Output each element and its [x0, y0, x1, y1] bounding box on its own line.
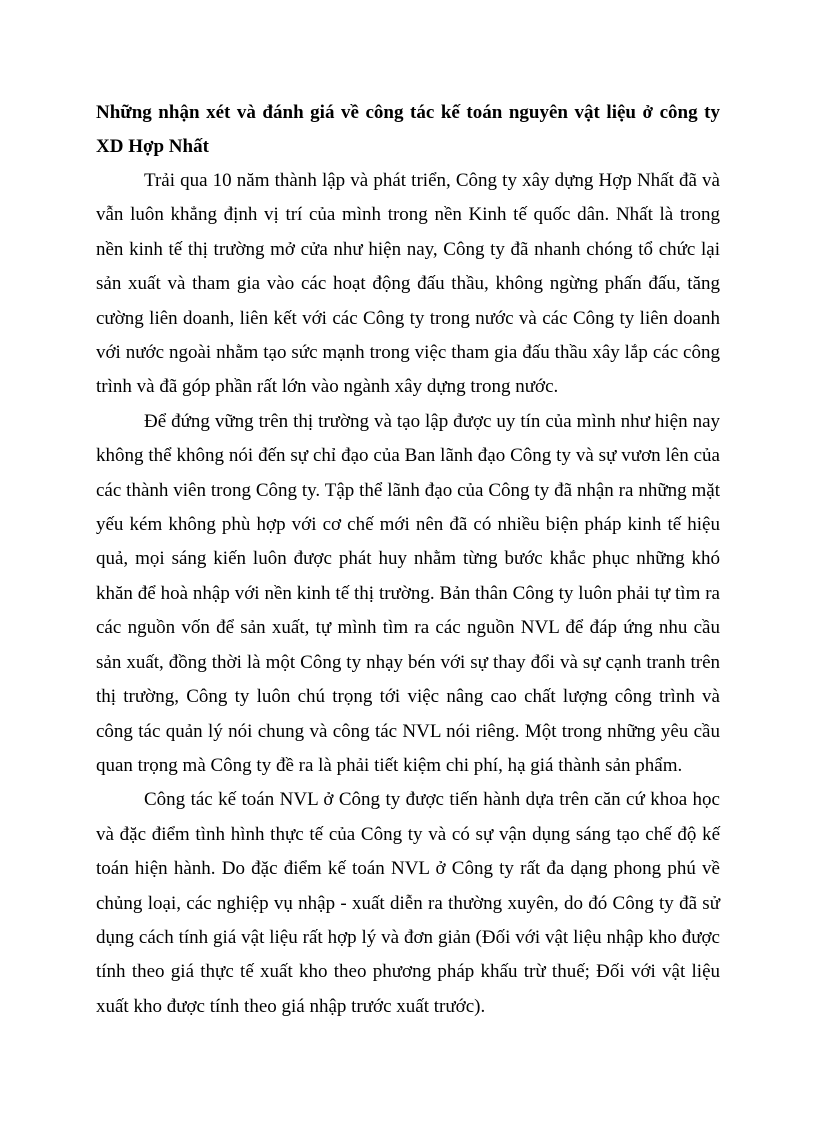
paragraph-1: Trải qua 10 năm thành lập và phát triển, Công ty xây dựng Hợp Nhất đã và vẫn luôn khẳng định vị trí của mình trong nền Kinh tế quốc dân. Nhất là trong nền kinh tế thị trường mở cửa như hiện nay, Công ty đã nhanh chóng tổ chức lại sản xuất và tham gia vào các hoạt động đấu thầu, không ngừng phấn đấu, tăng cường liên doanh, liên kết với các Công ty trong nước và các Công ty liên doanh với nước ngoài nhằm tạo sức mạnh trong việc tham gia đấu thầu xây lắp các công trình và đã góp phần rất lớn vào ngành xây dựng trong nước. [96, 170, 720, 398]
document-page [96, 96, 720, 1024]
paragraph-2: Để đứng vững trên thị trường và tạo lập được uy tín của mình như hiện nay không thể không nói đến sự chỉ đạo của Ban lãnh đạo Công ty và sự vươn lên của các thành viên trong Công ty. Tập thể lãnh đạo của Công ty đã nhận ra những mặt yếu kém không phù hợp với cơ chế mới nên đã có nhiều biện pháp kinh tế hiệu quả, mọi sáng kiến luôn được phát huy nhằm từng bước khắc phục những khó khăn để hoà nhập với nền kinh tế thị trường. Bản thân Công ty luôn phải tự tìm ra các nguồn vốn để sản xuất, tự mình tìm ra các nguồn NVL để đáp ứng nhu cầu sản xuất, đồng thời là một Công ty nhạy bén với sự thay đổi và sự cạnh tranh trên thị trường, Công ty luôn chú trọng tới việc nâng cao chất lượng công trình và công tác quản lý nói chung và công tác NVL nói riêng. Một trong những yêu cầu quan trọng mà Công ty đề ra là phải tiết kiệm chi phí, hạ giá thành sản phẩm. [96, 410, 720, 776]
paragraph-3: Công tác kế toán NVL ở Công ty được tiến hành dựa trên căn cứ khoa học và đặc điểm tình hình thực tế của Công ty và có sự vận dụng sáng tạo chế độ kế toán hiện hành. Do đặc điểm kế toán NVL ở Công ty rất đa dạng phong phú về chủng loại, các nghiệp vụ nhập - xuất diễn ra thường xuyên, do đó Công ty đã sử dụng cách tính giá vật liệu rất hợp lý và đơn giản (Đối với vật liệu nhập kho được tính theo giá thực tế xuất kho theo phương pháp khấu trừ thuế; Đối với vật liệu xuất kho được tính theo giá nhập trước xuất trước). [96, 789, 720, 1017]
document-heading: Những nhận xét và đánh giá về công tác kế toán nguyên vật liệu ở công ty XD Hợp Nhất [96, 102, 720, 157]
